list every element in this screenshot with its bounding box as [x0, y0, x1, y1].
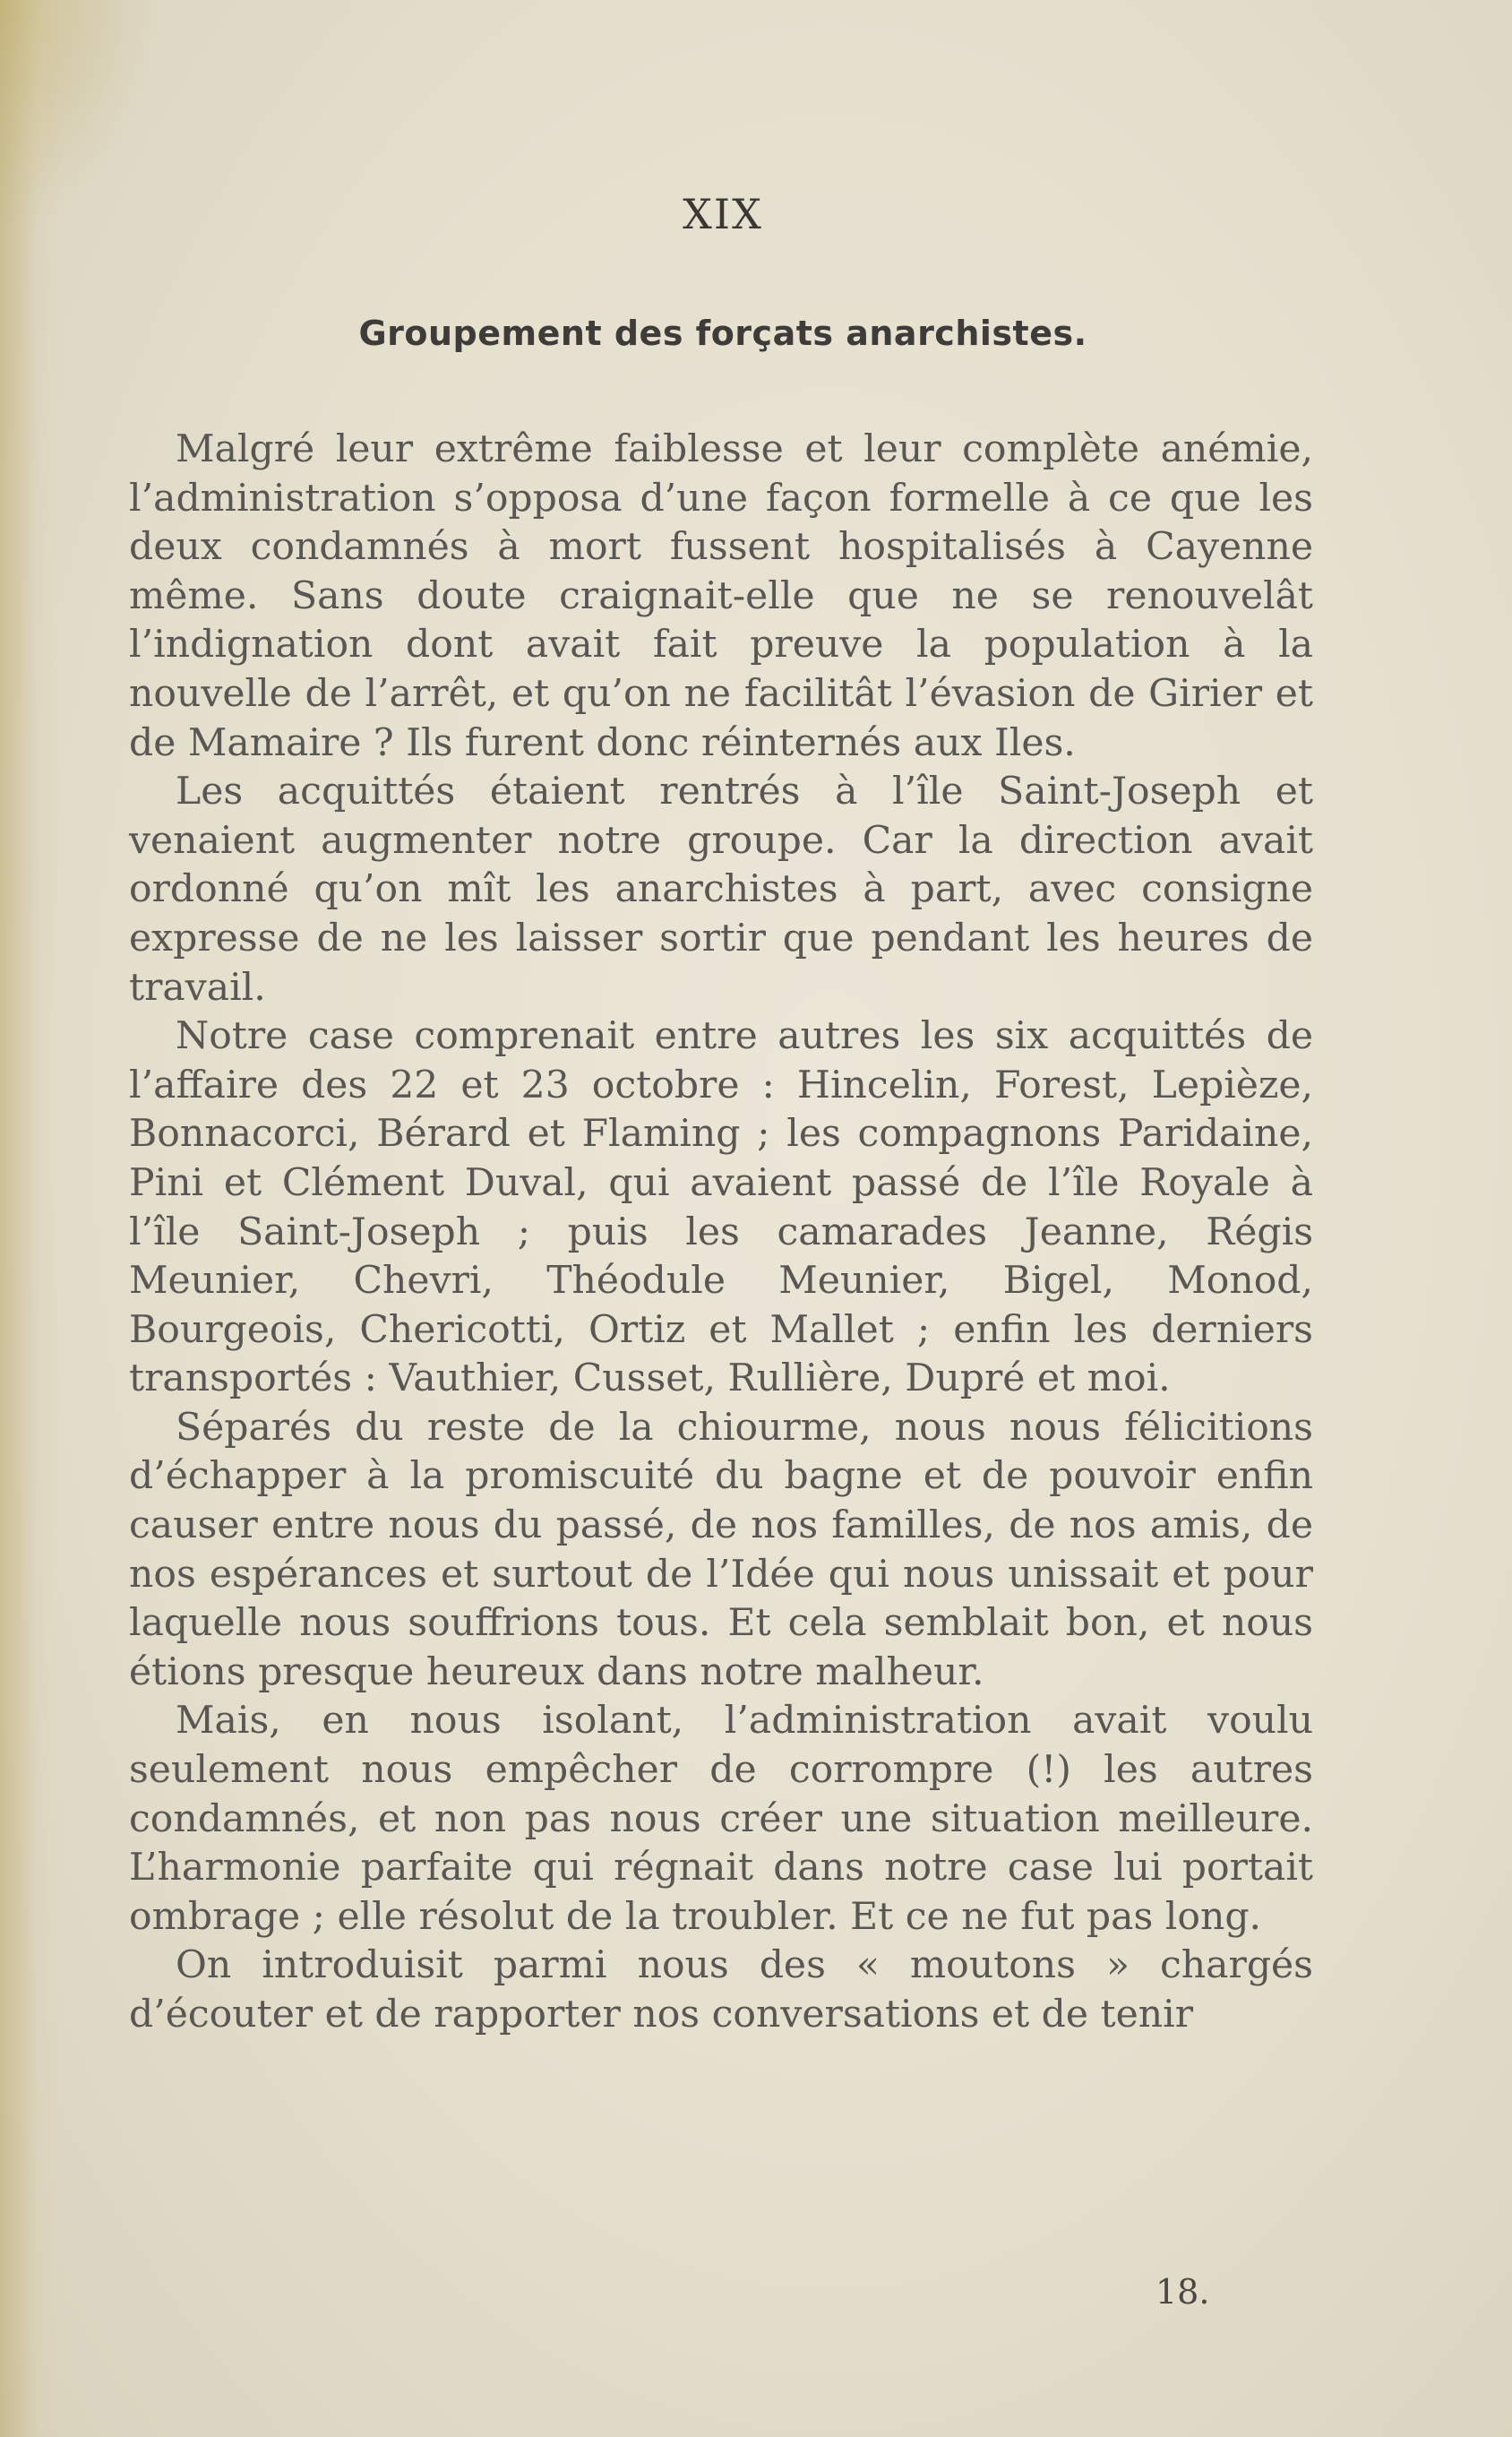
page-folio: 18. [1155, 2272, 1210, 2312]
paragraph: Mais, en nous isolant, l’administration avait voulu seulement nous empêcher de corrompre (!) les autres condamnés, et non pas nous créer une situation meilleure. L’harmonie parfaite qui régnait dans notre case lui portait ombrage ; elle résolut de la troubler. Et ce ne fut pas long. [129, 1699, 1313, 1939]
paragraph: Les acquittés étaient rentrés à l’île Saint-Joseph et venaient augmenter notre groupe. Car la direction avait ordonné qu’on mît les anarchistes à part, avec consigne expresse de ne les laisser sortir que pendant les heures de travail. [129, 770, 1313, 1010]
page-edge-stain [0, 0, 63, 2437]
chapter-number: XIX [683, 190, 763, 238]
chapter-title: Groupement des forçats anarchistes. [358, 314, 1087, 353]
paragraph: Séparés du reste de la chiourme, nous nous félicitions d’échapper à la promiscuité du bagne et de pouvoir enfin causer entre nous du passé, de nos familles, de nos amis, de nos espérances et surtout de l’Idée qui nous unissait et pour laquelle nous souffrions tous. Et cela semblait bon, et nous étions presque heureux dans notre malheur. [129, 1405, 1313, 1694]
paragraph: Notre case comprenait entre autres les six acquittés de l’affaire des 22 et 23 octobre : Hincelin, Forest, Lepièze, Bonnacorci, Bérard et Flaming ; les compagnons Paridaine, Pini et Clément Duval, qui avaient passé de l’île Royale à l’île Saint-Joseph ; puis les camarades Jeanne, Régis Meunier, Chevri, Théodule Meunier, Bigel, Monod, Bourgeois, Chericotti, Ortiz et Mallet ; enfin les derniers transportés : Vauthier, Cusset, Rullière, Dupré et moi. [129, 1014, 1313, 1401]
paragraph: Malgré leur extrême faiblesse et leur complète anémie, l’administration s’opposa d’une façon formelle à ce que les deux condamnés à mort fussent hospitalisés à Cayenne même. Sans doute craignait-elle que ne se renouvelât l’indignation dont avait fait preuve la population à la nouvelle de l’arrêt, et qu’on ne facilitât l’évasion de Girier et de Mamaire ? Ils furent donc réinternés aux Iles. [129, 427, 1313, 765]
paragraph: On introduisit parmi nous des « moutons » chargés d’écouter et de rapporter nos conversations et de tenir [129, 1943, 1313, 2037]
chapter-body [129, 426, 1313, 2040]
